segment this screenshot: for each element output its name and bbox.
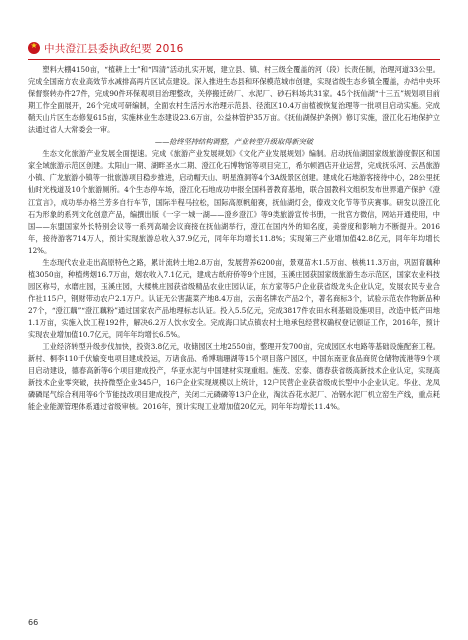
body-paragraph: 生态现代农业走出高原特色之路，累计流转土地2.8万亩，发展营养6200亩，景观苗木1.5万亩、核桃11.3万亩，巩固育藕种植3050亩，种植烤烟16.7万亩，烟农收入7.1亿元，建成古纸府侨等9个庄园，玉溪庄园获国家级旅游生态示范区，国家农业科技园区称号，水磨庄园，玉溪庄园，大楼桃庄园获省级精品农业庄园认证，东方家等5户企业获省级龙头企业认定，发展农民专业合作社115户，钢财带动农户2.1万户。认证无公害蔬菜产地8.4万亩，云南名牌农产品2个，著名商标3个，试验示范农作物新品种27个，“澄江藕”“澄江藕粉”通过国家农产品地理标志认证。投入5.5亿元，完成3817件农田水利基础设施项目，改造中低产田地1.1万亩，实施入饮工程192件，解决6.2万人饮水安全。完成海口试点镇农村土地承包经营权确权登记颁证工作，2016年，预计实现农业增加值10.7亿元，同年年均增长6.5%。 xyxy=(28,257,440,340)
section-subheading: ——抢终坚持结构调整，产业转型升级取得新突破 xyxy=(154,137,314,147)
header-title: 中共澄江县委执政纪要 2016 xyxy=(44,42,184,55)
header-divider xyxy=(28,59,440,60)
page-number: 66 xyxy=(28,618,39,627)
document-body xyxy=(28,64,440,413)
party-emblem-icon xyxy=(28,42,40,54)
body-paragraph: 塑料大棚4150亩，“植耕上士”和“四清”活动扎实开展，建立县、镇、村三级全覆盖的河（段）长责任制，治理河道33公里。完成全国南方农业高效节水减排高再片区试点建设。深入推进生态县和环保模范城市创建，实现省级生态乡镇全覆盖，办结中央环保督察转办件27件，完成90件环保观项目治理整改，关停搬迁砖厂、水泥厂、砂石料场共31家。45个抚仙湖“十三五”规划项目前期工作全面展开，26个完成可研编制，全面农村生活污水治理示范县、径流区10.4万亩植被恢复治理等一批项目启动实施。完成鞘天山片区生态修复615亩，实施林业生态建设23.6万亩，公益林管护35万亩。《抚仙湖保护条例》修订实施，澄江化石地保护立法通过省人大常委会一审。 xyxy=(28,65,440,135)
body-paragraph: 工业经济转型升级步伐加快，投资3.8亿元，收储园区土地2550亩，整理开发700亩，完成园区水电路等基础设施配套工程。新村、桐李110千伏输变电项目建成投运，万诸食品、希博瑞珊湖等15个项目落户园区，中国东南亚食品商贸仓储物流港等9个项目启动建设，德春高新等6个项目建成投产，华亚水泥与中国建材实现重组。施茂、宏泰、德春获省级高新技术企业认定，实现高新技术企业零突破，扶持微型企业345户，16户企业实现规模以上统计，12户民营企业获省级成长型中小企业认定。华业、龙凤磷磷尾气综合利用等6个节能技改项目建成投产，关闭二元磷磷等13户企业，淘汰吞花水泥厂、冶钢水泥厂机立窑生产线，重点耗能企业能源管理体系通过省级审核。2016年，预计实现工业增加值20亿元，同年年均增长11.4%。 xyxy=(28,342,440,412)
body-paragraph: 生态文化旅游产业发展全面提速。完成《旅游产业发展规划》《文化产业发展规划》编制。启动抚仙湖国家级旅游度假区和国家全域旅游示范区创建。太阳山一期、湖畔圣水二期、澄江化石博物馆等项目完工，希尔顿酒店开业运营，完成抚乐河、云昌旅游小镇、广龙旅游小镇等一批旅游项目稳步推进，启动帽天山、明星渔洞等4个3A级景区创建。建成化石地游客接待中心，28公里抚仙时光栈道及10个旅游厕所。4个生态停车场，澄江化石地成功申报全国科普教育基地，联合国教科文组织发布世界遗产保护《澄江宣言》，成功举办格兰芳多自行车节，国际半程马拉松，国际高原帆船赛，抚仙湖灯会，傣戏文化节等节庆赛事。研发以澄江化石为形象的系列文化创意产品，编撰出版《一字一城一湖——澄乡澄江》等9类旅游宣传书册，一批官方微信，网站开通使用，中国——东盟国家外长特别会议等一系列高端会议商接在抚仙湖举行，澄江在国内外的知名度，美誉度和影响力不断提升。2016年，接待游客714万人，预计实现旅游总收入37.9亿元，同年年均增长11.8%；实现第三产业增加值42.8亿元，同年年均增长12%。 xyxy=(28,149,440,255)
running-header xyxy=(28,40,440,56)
